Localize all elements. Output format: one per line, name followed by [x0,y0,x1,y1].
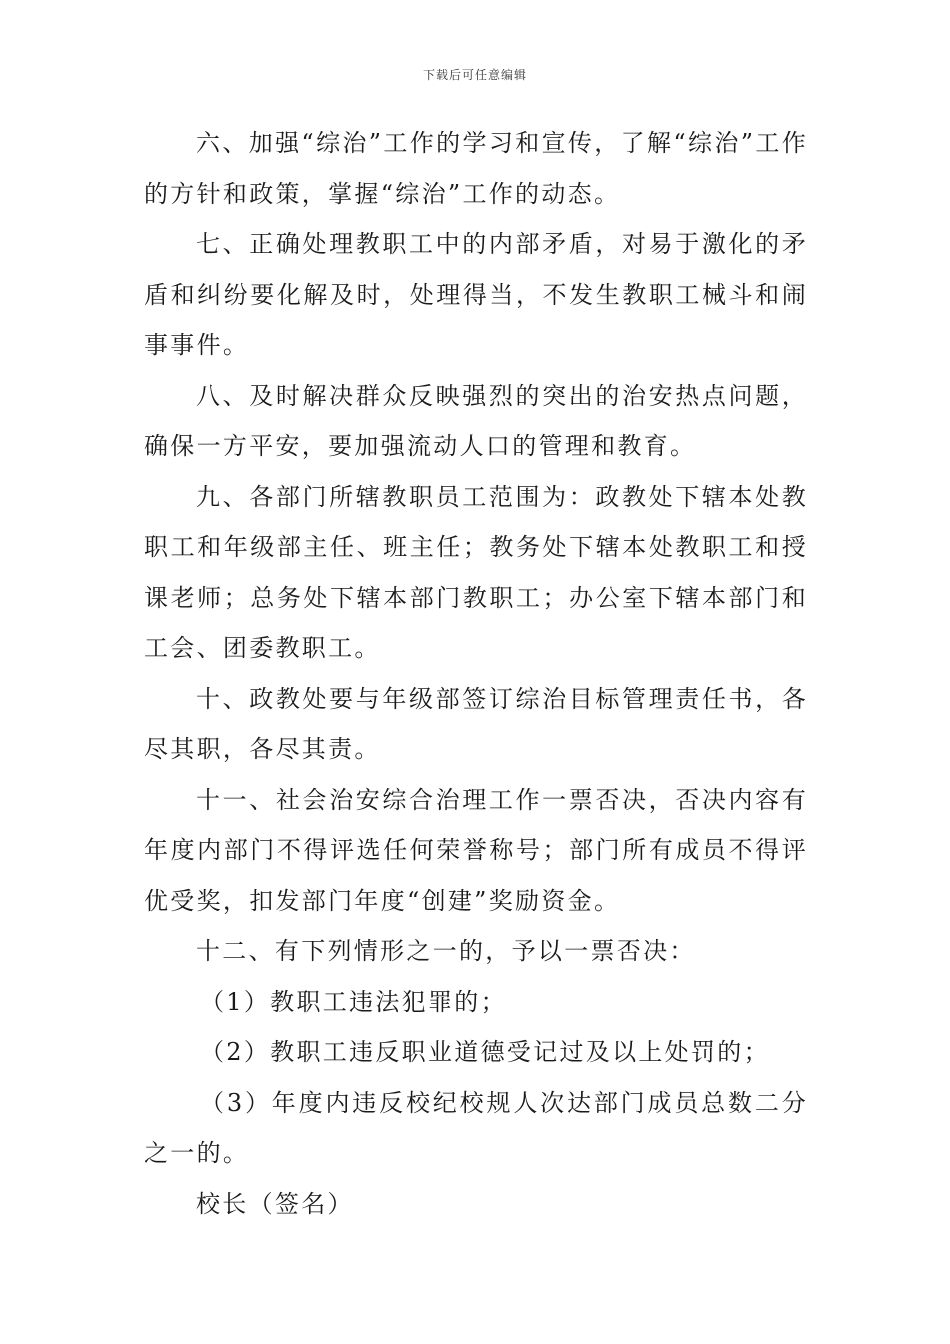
paragraph-11: 十一、社会治安综合治理工作一票否决，否决内容有年度内部门不得评选任何荣誉称号；部门所有成员不得评优受奖，扣发部门年度“创建”奖励资金。 [144,785,808,915]
signature-line: 校长（签名） [196,1189,354,1218]
list-item-1: （1）教职工违法犯罪的； [200,987,507,1016]
paragraph-7: 七、正确处理教职工中的内部矛盾，对易于激化的矛盾和纠纷要化解及时，处理得当，不发生教职工械斗和闹事事件。 [144,230,808,359]
list-item-2: （2）教职工违反职业道德受记过及以上处罚的； [200,1038,770,1066]
paragraph-12: 十二、有下列情形之一的，予以一票否决： [196,937,696,965]
paragraph-10: 十、政教处要与年级部签订综治目标管理责任书，各尽其职，各尽其责。 [144,684,808,763]
paragraph-9: 九、各部门所辖教职员工范围为：政教处下辖本处教职工和年级部主任、班主任；教务处下辖本处教职工和授课老师；总务处下辖本部门教职工；办公室下辖本部门和工会、团委教职工。 [144,482,808,662]
paragraph-6: 六、加强“综治”工作的学习和宣传，了解“综治”工作的方针和政策，掌握“综治”工作的动态。 [144,129,808,208]
paragraph-8: 八、及时解决群众反映强烈的突出的治安热点问题，确保一方平安，要加强流动人口的管理和教育。 [144,381,808,460]
header-note: 下载后可任意编辑 [422,68,527,82]
document-body [144,118,808,1229]
list-item-3: （3）年度内违反校纪校规人次达部门成员总数二分之一的。 [144,1088,808,1167]
